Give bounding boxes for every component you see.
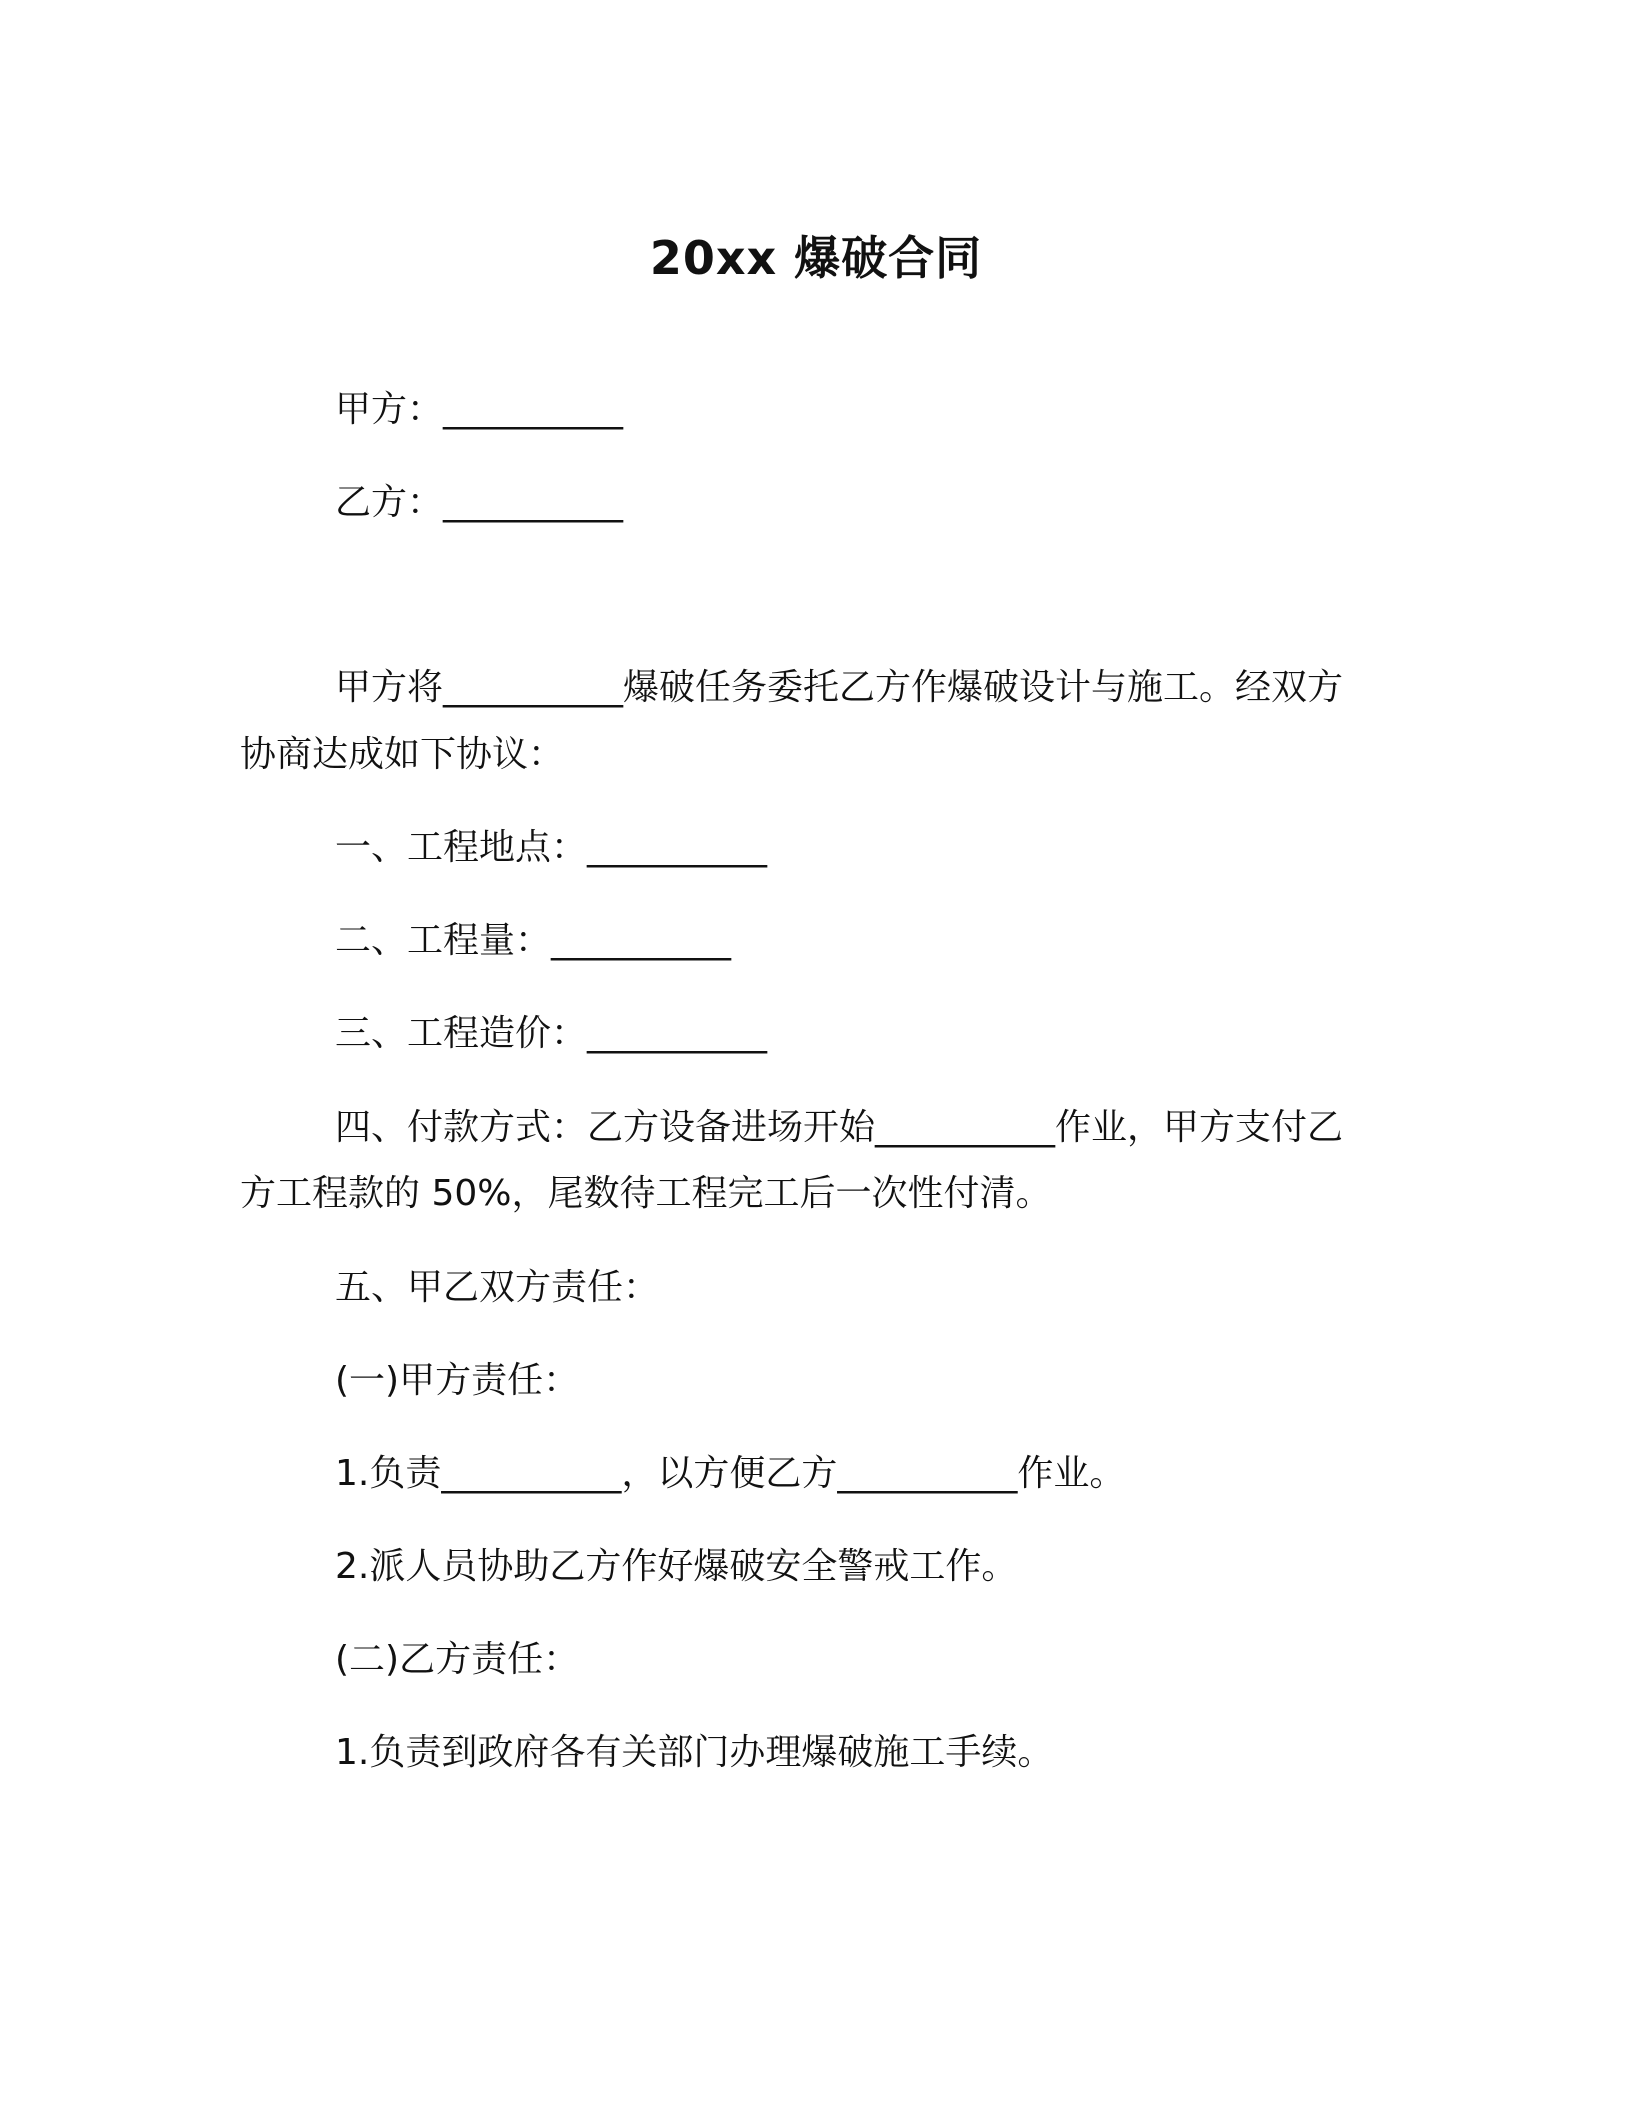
clause-payment-line-2: 方工程款的 50%，尾数待工程完工后一次性付清。: [240, 1173, 1052, 1214]
intro-paragraph-line-1: 甲方将__________爆破任务委托乙方作爆破设计与施工。经双方: [335, 667, 1344, 708]
clause-quantity: 二、工程量：__________: [335, 920, 732, 961]
party-b-line: 乙方：__________: [335, 482, 624, 523]
party-b-responsibility-heading: (二)乙方责任：: [335, 1639, 580, 1680]
clause-cost: 三、工程造价：__________: [335, 1013, 768, 1054]
intro-paragraph-line-2: 协商达成如下协议：: [240, 734, 565, 775]
clause-location: 一、工程地点：__________: [335, 827, 768, 868]
party-a-responsibility-1: 1.负责__________，以方便乙方__________作业。: [335, 1453, 1126, 1494]
clause-payment-line-1: 四、付款方式：乙方设备进场开始__________作业，甲方支付乙: [335, 1107, 1344, 1148]
clause-responsibilities: 五、甲乙双方责任：: [335, 1267, 660, 1308]
party-a-line: 甲方：__________: [335, 389, 624, 430]
party-a-responsibility-heading: (一)甲方责任：: [335, 1360, 580, 1401]
party-b-responsibility-1: 1.负责到政府各有关部门办理爆破施工手续。: [335, 1732, 1054, 1773]
document-title: 20xx 爆破合同: [649, 231, 983, 285]
party-a-responsibility-2: 2.派人员协助乙方作好爆破安全警戒工作。: [335, 1546, 1018, 1587]
